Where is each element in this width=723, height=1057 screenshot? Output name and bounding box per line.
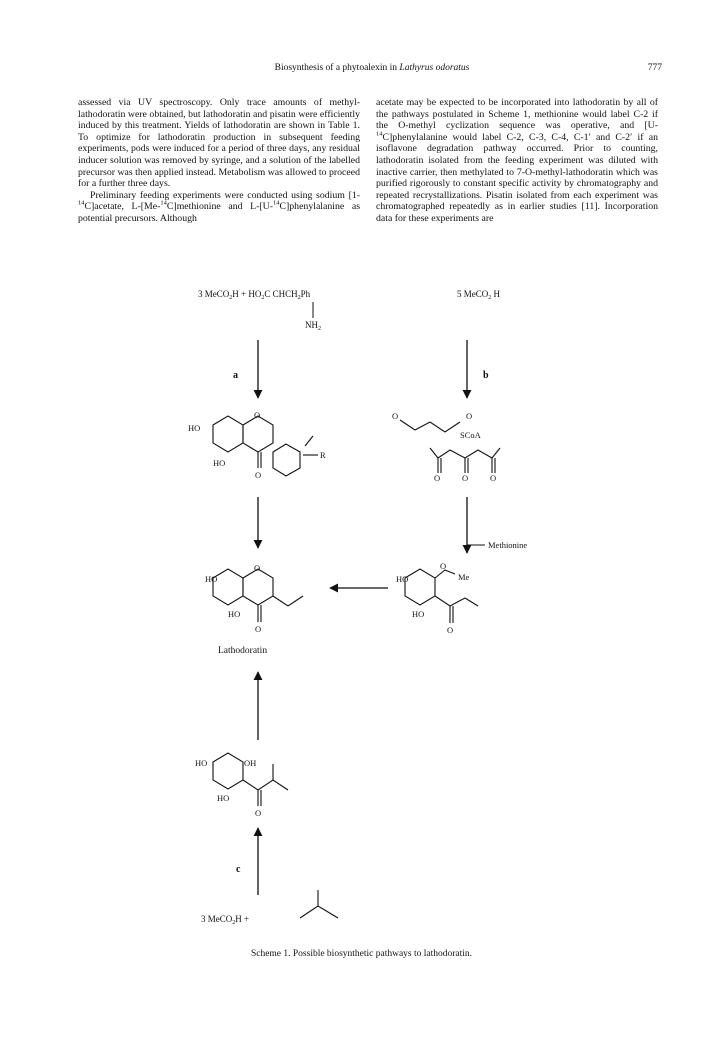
hydroxyl-label: HO [188, 423, 201, 433]
isobutyl-structure [300, 906, 338, 918]
scheme-caption: Scheme 1. Possible biosynthetic pathways to lathodoratin. [250, 949, 473, 959]
lathodoratin-label: Lathodoratin [218, 646, 268, 656]
running-title: Biosynthesis of a phytoalexin in Lathyrus odoratus [274, 63, 470, 73]
hydroxyl-label: HO [205, 574, 218, 584]
polyketide-structure [400, 420, 500, 473]
r-group-label: R [320, 450, 326, 460]
label-c: c [236, 864, 241, 875]
hydroxyl-label: HO [228, 609, 241, 619]
lathodoratin-structure [213, 569, 303, 622]
carbonyl-oxygen-label: O [255, 808, 262, 818]
hydroxyl-label: HO [195, 758, 208, 768]
methionine-label: Methionine [488, 540, 528, 550]
oxygen-label: O [440, 561, 447, 571]
label-b: b [483, 370, 489, 381]
left-paragraph-2: Preliminary feeding experiments were conducted using sodium [1-$^{14}$C]acetate, L-[Me-$^{14}$C]methionine and L-[U-$^{14}$C]phenylalanine as potential precursors. Although [78, 189, 361, 224]
hydroxyl-label: HO [217, 793, 230, 803]
start-material-b: 5 MeCO$_2$ H [457, 289, 500, 301]
oxygen-label: O [254, 563, 261, 573]
oxygen-label: O [254, 410, 261, 420]
hydroxyl-label: HO [396, 574, 409, 584]
right-paragraph-1: acetate may be expected to be incorporated into lathodoratin by all of the pathways postulated in Scheme 1, methionine would label C-2 if the O-methyl cyclization sequence was operative, and [U-$^{14}$C]phenylalanine would label C-2, C-3, C-4, C-1′ and C-2′ if an isoflavone degradation pathway occurred. Prior to counting, lathodoratin isolated from the feeding experiment was diluted with inactive carrier, then methylated to 7-O-methyl-lathodoratin which was purified rigorously to constant specific activity by chromatography and repeated recrystallizations. Pisatin isolated from each experiment was chromatographed repeatedly as in earlier studies [11]. Incorporation data for these experiments are [376, 97, 658, 224]
carbonyl-oxygen-label: O [447, 625, 454, 635]
hydroxyl-label: HO [412, 609, 425, 619]
oxygen-label: O [490, 473, 497, 483]
hydroxyl-label: OH [244, 758, 257, 768]
page-number: 777 [647, 63, 662, 73]
label-a: a [233, 370, 238, 381]
carbonyl-oxygen-label: O [255, 624, 262, 634]
oxygen-label: O [466, 411, 473, 421]
hydroxyl-label: HO [213, 458, 226, 468]
amine-label: $NH_2$ [305, 320, 321, 332]
carbonyl-oxygen-label: O [255, 470, 262, 480]
oxygen-label: O [462, 473, 469, 483]
methyl-label: Me [458, 572, 470, 582]
oxygen-label: O [434, 473, 441, 483]
start-material-a: 3 MeCO$_2$H + $HO_2C$ $CHCH_2Ph$ [198, 289, 311, 301]
scoa-label: SCoA [460, 430, 481, 440]
start-material-c: 3 MeCO$_2$H + [201, 914, 250, 926]
left-paragraph-1: assessed via UV spectroscopy. Only trace amounts of methyl-lathodoratin were obtained, but lathodoratin and pisatin were efficiently induced by this treatment. Yields of lathodoratin are shown in Table 1. To optimize for lathodoratin production in subsequent feeding experiments, pods were induced for a period of three days, any residual inducer solution was removed by syringe, and a solution of the labelled precursor was then applied instead. Metabolism was allowed to proceed for a further three days. [78, 97, 360, 190]
isoflavone-structure [213, 416, 318, 476]
oxygen-label: O [392, 411, 399, 421]
